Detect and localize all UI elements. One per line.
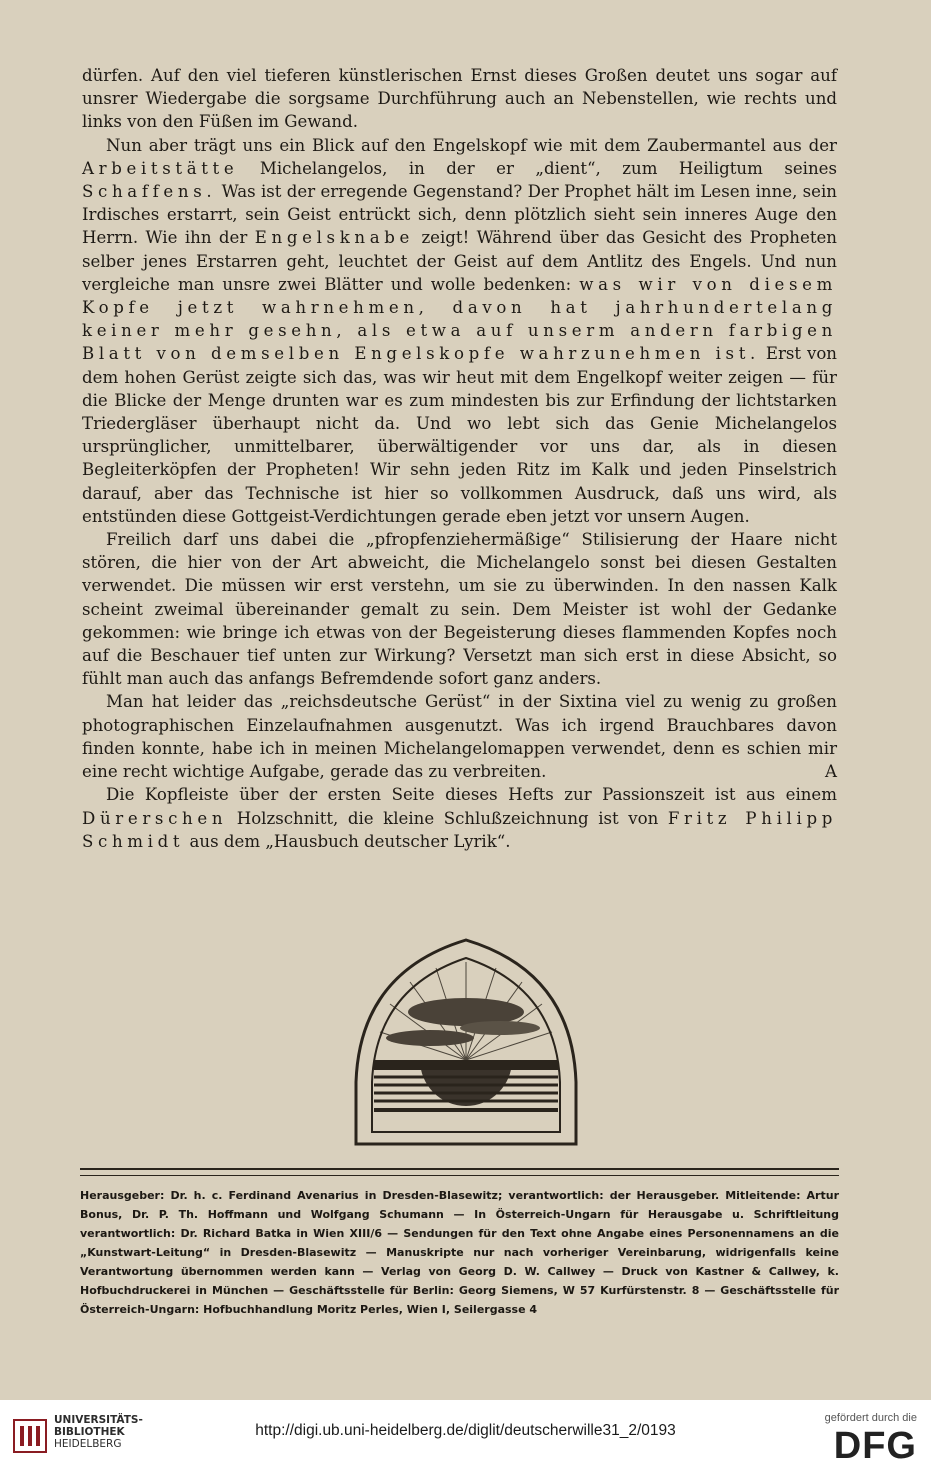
source-url-link[interactable]: http://digi.ub.uni-heidelberg.de/diglit/deutscherwille31_2/0193 [255,1422,676,1439]
university-library-name: UNIVERSITÄTS- BIBLIOTHEK HEIDELBERG [54,1414,143,1450]
dfg-logo: DFG [833,1425,917,1467]
spaced-emphasis: Fritz Philipp Schmidt [82,808,837,851]
spaced-emphasis: was wir von diesem Kopfe jetzt wahrnehmen, davon hat jahrhundertelang keiner mehr gesehn, als etwa auf unserm andern farbigen Blatt von demselben Engelskopfe wahrzunehmen ist. [82,274,838,364]
dfg-caption: gefördert durch die [824,1412,917,1424]
article-text [82,64,837,853]
paragraph-3: Freilich darf uns dabei die „pfropfenziehermäßige“ Stilisierung der Haare nicht stören, die hier von der Art abweicht, die Michelangelo sonst bei diesen Gestalten verwendet. Die müssen wir erst verstehn, um sie zu überwinden. In den nassen Kalk scheint zweimal übereinander gemalt zu sein. Dem Meister ist wohl der Gedanke gekommen: wie bringe ich etwas von der Begeisterung dieses flammenden Kopfes noch auf die Beschauer tief unten zur Wirkung? Versetzt man sich erst in diese Absicht, so fühlt man auch das anfangs Befremdende sofort ganz anders. [82,530,837,689]
spaced-emphasis: Engelsknabe [254,228,415,248]
imprint-text: Herausgeber: Dr. h. c. Ferdinand Avenarius in Dresden-Blasewitz; verantwortlich: der Herausgeber. Mitleitende: Artur Bonus, Dr. P. Th. Hoffmann und Wolfgang Schumann — In Österreich-Ungarn für Herausgabe u. Schriftleitung verantwortlich: Dr. Richard Batka in Wien XIII/6 — Sendungen für den Text ohne Angabe eines Personennamens an die „Kunstwart-Leitung“ in Dresden-Blasewitz — Manuskripte nur nach vorheriger Vereinbarung, widrigenfalls keine Verantwortung übernommen werden kann — Verlag von Georg D. W. Callwey — Druck von Kastner & Callwey, k. Hofbuchdruckerei in München — Geschäftsstelle für Berlin: Georg Siemens, W 57 Kurfürstenstr. 8 — Geschäftsstelle für Österreich-Ungarn: Hofbuchhandlung Moritz Perles, Wien I, Seilergasse 4 [80,1189,839,1316]
sunset-vignette-illustration [350,932,582,1150]
paragraph-5: Die Kopfleiste über der ersten Seite dieses Hefts zur Passionszeit ist aus einem Dürerschen Holzschnitt, die kleine Schlußzeichnung ist von Fritz Philipp Schmidt aus dem „Hausbuch deutscher Lyrik“. [82,785,837,851]
spaced-emphasis: Arbeitstätte [82,158,239,178]
imprint-divider-thin [80,1175,839,1176]
paragraph-4: Man hat leider das „reichsdeutsche Gerüst“ in der Sixtina viel zu wenig zu großen photographischen Einzelaufnahmen ausgenutzt. Was ich irgend Brauchbares davon finden konnte, habe ich in meinen Michelangelomappen verwendet, denn es schien mir eine recht wichtige Aufgabe, gerade das zu verbreiten. A [82,690,837,783]
imprint-divider-thick [80,1168,839,1170]
spaced-emphasis: Schaffens. [82,182,217,202]
author-signature: A [825,762,837,782]
spaced-emphasis: Dürerschen [82,808,228,828]
imprint-block [80,1186,839,1319]
paragraph-2: Nun aber trägt uns ein Blick auf den Engelskopf wie mit dem Zaubermantel aus der Arbeitstätte Michelangelos, in der er „dient“, zum Heiligtum seines Schaffens. Was ist der erregende Gegenstand? Der Prophet hält im Lesen inne, sein Irdisches erstarrt, sein Geist entrückt sich, denn plötzlich sieht sein inneres Auge den Herrn. Wie ihn der Engelsknabe zeigt! Während über das Gesicht des Propheten selber jenes Erstarren geht, leuchtet der Geist auf dem Antlitz des Engels. Und nun vergleiche man unsre zwei Blätter und wolle bedenken: was wir von diesem Kopfe jetzt wahrnehmen, davon hat jahrhundertelang keiner mehr gesehn, als etwa auf unserm andern farbigen Blatt von demselben Engelskopfe wahrzunehmen ist. Erst von dem hohen Gerüst zeigte sich das, was wir heut mit dem Engelkopf weiter zeigen — für die Blicke der Menge drunten war es zum mindesten bis zur Erfindung der lichtstarken Triedergläser überhaupt nicht da. Und wo lebt sich das Genie Michelangelos ursprünglicher, unmittelbarer, überwältigender vor uns dar, als in diesen Begleiterköpfen der Propheten! Wir sehn jeden Ritz im Kalk und jeden Pinselstrich darauf, aber das Technische ist hier so vollkommen Ausdruck, daß uns wird, als entstünden diese Gottgeist-Verdichtungen gerade eben jetzt vor unsern Augen. [82,135,838,526]
digitization-footer [0,1400,931,1474]
paragraph-1: dürfen. Auf den viel tieferen künstlerischen Ernst dieses Großen deutet uns sogar auf unsrer Wiedergabe die sorgsame Durchführung auch an Nebenstellen, wie rechts und links von den Füßen im Gewand. [82,66,837,132]
